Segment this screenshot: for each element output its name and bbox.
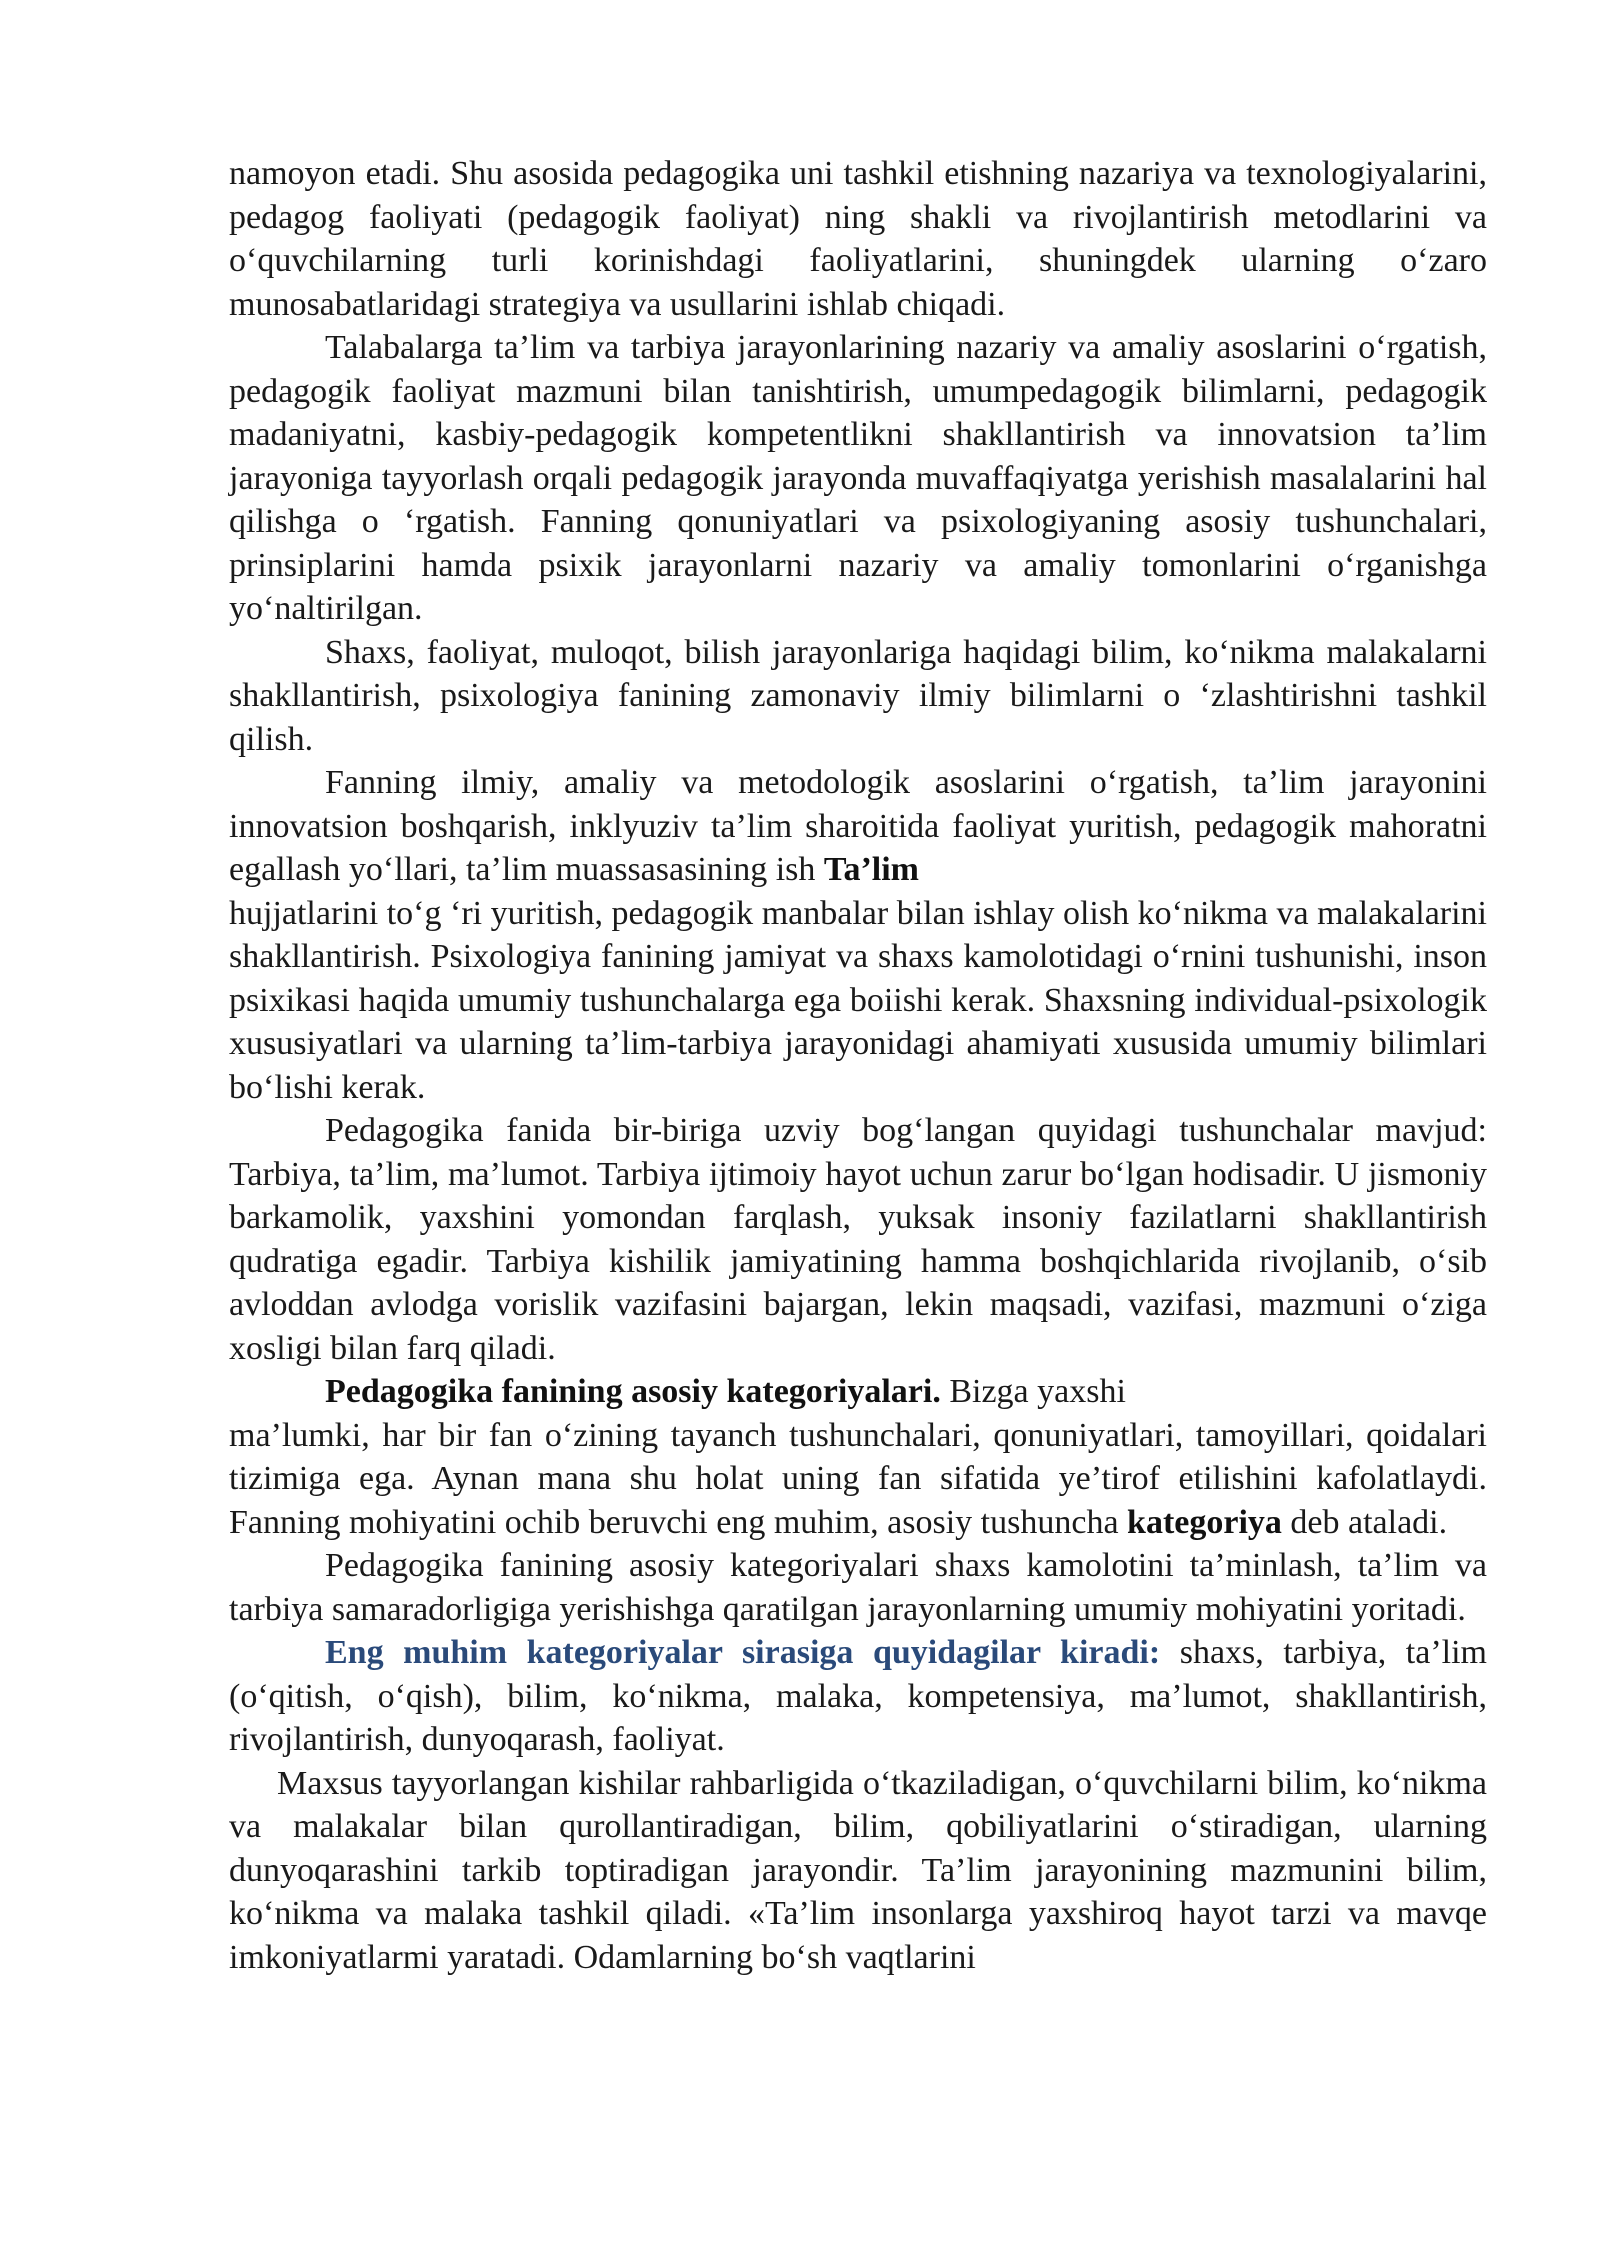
paragraph-1: namoyon etadi. Shu asosida pedagogika uni tashkil etishning nazariya va texnologiyalarini, pedagog faoliyati (pedagogik faoliyat) ning shakli va rivojlantirish metodlarini va oʻquvchilarning turli korinishdagi faoliyatlarini, shuningdek ularning oʻzaro munosabatlaridagi strategiya va usullarini ishlab chiqadi. [229, 155, 1487, 323]
paragraph-8-text: shaxs, tarbiya, ta’lim (oʻqitish, oʻqish), bilim, koʻnikma, malaka, kompetensiya, ma’lumot, shakllantirish, rivojlantirish, dunyoqarash, faoliyat. [229, 1634, 1487, 1758]
paragraph-4-first [229, 761, 1487, 892]
paragraph-2: Talabalarga ta’lim va tarbiya jarayonlarining nazariy va amaliy asoslarini oʻrgatish, pedagogik faoliyat mazmuni bilan tanishtirish, umumpedagogik bilimlarni, pedagogik madaniyatni, kasbiy-pedagogik kompetentlikni shakllantirish va innovatsion ta’lim jarayoniga tayyorlash orqali pedagogik jarayonda muvaffaqiyatga yerishish masalalarini hal qilishga o ‘rgatish. Fanning qonuniyatlari va psixologiyaning asosiy tushunchalari, prinsiplarini hamda psixik jarayonlarni nazariy va amaliy tomonlarini oʻrganishga yoʻnaltirilgan. [229, 329, 1487, 627]
paragraph-4-bold: Ta’lim [823, 851, 919, 888]
paragraph-6-text: Bizga yaxshi [940, 1373, 1126, 1410]
paragraph-6-end: deb ataladi. [1281, 1503, 1448, 1541]
paragraph-6-term: kategoriya [1127, 1503, 1282, 1541]
paragraph-4-text: Fanning ilmiy, amaliy va metodologik asoslarini oʻrgatish, ta’lim jarayonini innovatsion boshqarish, inklyuziv ta’lim sharoitida faoliyat yuritish, pedagogik mahoratni egallash yoʻllari, ta’lim muassasasining ish [229, 764, 1487, 888]
paragraph-8-heading: Eng muhim kategoriyalar sirasiga quyidagilar kiradi: [325, 1634, 1161, 1671]
paragraph-7: Pedagogika fanining asosiy kategoriyalari shaxs kamolotini ta’minlash, ta’lim va tarbiya samaradorligiga yerishishga qaratilgan jarayonlarning umumiy mohiyatini yoritadi. [229, 1547, 1487, 1628]
paragraph-6-heading: Pedagogika fanining asosiy kategoriyalari. [325, 1373, 941, 1410]
document-page [229, 152, 1487, 1979]
paragraph-5: Pedagogika fanida bir-biriga uzviy bogʻlangan quyidagi tushunchalar mavjud: Tarbiya, ta’lim, ma’lumot. Tarbiya ijtimoiy hayot uchun zarur boʻlgan hodisadir. U jismoniy barkamolik, yaxshini yomondan farqlash, yuksak insoniy fazilatlarni shakllantirish qudratiga egadir. Tarbiya kishilik jamiyatining hamma boshqichlarida rivojlanib, oʻsib avloddan avlodga vorislik vazifasini bajargan, lekin maqsadi, vazifasi, mazmuni oʻziga xosligi bilan farq qiladi. [229, 1112, 1487, 1367]
paragraph-3: Shaxs, faoliyat, muloqot, bilish jarayonlariga haqidagi bilim, koʻnikma malakalarni shakllantirish, psixologiya fanining zamonaviy ilmiy bilimlarni o ‘zlashtirishni tashkil qilish. [229, 633, 1487, 758]
paragraph-6-continued [229, 1414, 1487, 1545]
paragraph-9: Maxsus tayyorlangan kishilar rahbarligida oʻtkaziladigan, oʻquvchilarni bilim, koʻnikma va malakalar bilan qurollantiradigan, bilim, qobiliyatlarini oʻstiradigan, ularning dunyoqarashini tarkib toptiradigan jarayondir. Ta’lim jarayonining mazmunini bilim, koʻnikma va malaka tashkil qiladi. «Ta’lim insonlarga yaxshiroq hayot tarzi va mavqe imkoniyatlarmi yaratadi. Odamlarning boʻsh vaqtlarini [229, 1764, 1487, 1976]
paragraph-6-first [229, 1370, 1487, 1414]
paragraph-6-body: ma’lumki, har bir fan oʻzining tayanch tushunchalari, qonuniyatlari, tamoyillari, qoidalari tizimiga ega. Aynan mana shu holat uning fan sifatida ye’tirof etilishini kafolatlaydi. Fanning mohiyatini ochib beruvchi eng muhim, asosiy tushuncha [229, 1416, 1487, 1541]
paragraph-8 [229, 1631, 1487, 1762]
paragraph-4-continued: hujjatlarini toʻg ‘ri yuritish, pedagogik manbalar bilan ishlay olish koʻnikma va malakalarini shakllantirish. Psixologiya fanining jamiyat va shaxs kamolotidagi oʻrnini tushunishi, inson psixikasi haqida umumiy tushunchalarga ega boiishi kerak. Shaxsning individual-psixologik xususiyatlari va ularning ta’lim-tarbiya jarayonidagi ahamiyati xususida umumiy bilimlari boʻlishi kerak. [229, 894, 1487, 1106]
